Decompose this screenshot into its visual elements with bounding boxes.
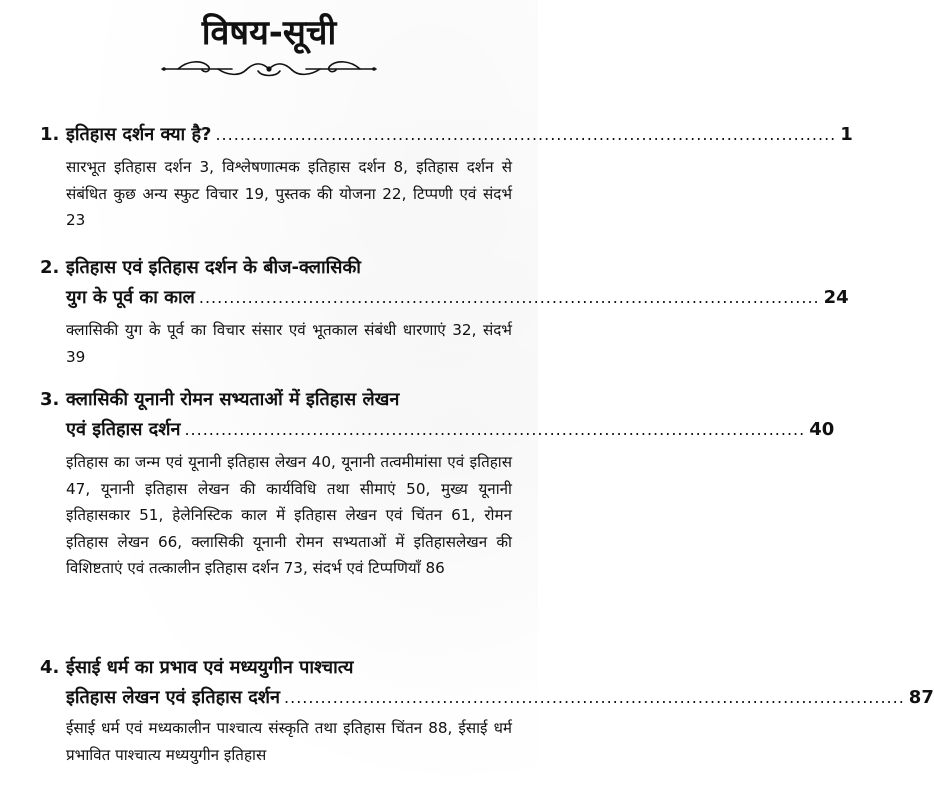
toc-entry-4[interactable] (40, 653, 934, 768)
entry-title-continued: इतिहास लेखन एवं इतिहास दर्शन (66, 687, 281, 708)
entry-number: 3. (40, 389, 60, 410)
dot-leader: ...................................................................................................... (284, 688, 905, 707)
entry-description: सारभूत इतिहास दर्शन 3, विश्लेषणात्मक इतिहास दर्शन 8, इतिहास दर्शन से संबंधित कुछ अन्य स्फुट विचार 19, पुस्तक की योजना 22, टिप्पणी एवं संदर्भ 23 (66, 158, 512, 229)
toc-heading[interactable] (40, 253, 512, 283)
page-number: 24 (823, 287, 849, 308)
toc-heading-continuation[interactable] (40, 283, 849, 313)
entry-title: इतिहास दर्शन क्या है? (66, 124, 212, 145)
toc-heading[interactable] (40, 385, 512, 415)
page-number: 87 (908, 687, 934, 708)
toc-heading[interactable] (40, 120, 853, 150)
dot-leader: ...................................................................................................... (198, 288, 820, 307)
toc-entry-2[interactable] (40, 253, 849, 370)
toc-heading[interactable] (40, 653, 512, 683)
entry-title-continued: युग के पूर्व का काल (66, 287, 195, 308)
entry-description: ईसाई धर्म एवं मध्यकालीन पाश्चात्य संस्कृति तथा इतिहास चिंतन 88, ईसाई धर्म प्रभावित पाश्चात्य मध्ययुगीन इतिहास (66, 719, 512, 764)
toc-heading-continuation[interactable] (40, 683, 934, 713)
toc-entry-3[interactable] (40, 385, 835, 582)
entry-title: इतिहास एवं इतिहास दर्शन के बीज-क्लासिकी (66, 257, 361, 278)
toc-heading-continuation[interactable] (40, 415, 835, 445)
entry-number: 1. (40, 124, 60, 145)
entry-number: 2. (40, 257, 60, 278)
entry-description: क्लासिकी युग के पूर्व का विचार संसार एवं भूतकाल संबंधी धारणाएं 32, संदर्भ 39 (66, 321, 512, 366)
entry-description: इतिहास का जन्म एवं यूनानी इतिहास लेखन 40, यूनानी तत्वमीमांसा एवं इतिहास 47, यूनानी इतिहास लेखन की कार्यविधि तथा सीमाएं 50, मुख्य यूनानी इतिहासकार 51, हेलेनिस्टिक काल में इतिहास लेखन एवं चिंतन 61, रोमन इतिहास लेखन 66, क्लासिकी यूनानी रोमन सभ्यताओं में इतिहासलेखन की विशिष्टताएं एवं तत्कालीन इतिहास दर्शन 73, संदर्भ एवं टिप्पणियाँ 86 (66, 453, 512, 577)
dot-leader: ...................................................................................................... (215, 125, 837, 144)
entry-title-continued: एवं इतिहास दर्शन (66, 419, 181, 440)
page-number: 1 (840, 124, 853, 145)
ornament-divider-icon (158, 58, 380, 80)
page-number: 40 (809, 419, 835, 440)
entry-number: 4. (40, 657, 60, 678)
entry-title: ईसाई धर्म का प्रभाव एवं मध्ययुगीन पाश्चात्य (66, 657, 354, 678)
page-title: विषय-सूची (201, 13, 337, 53)
entry-title: क्लासिकी यूनानी रोमन सभ्यताओं में इतिहास लेखन (66, 389, 400, 410)
toc-entry-1[interactable] (40, 120, 853, 234)
dot-leader: ...................................................................................................... (184, 420, 806, 439)
